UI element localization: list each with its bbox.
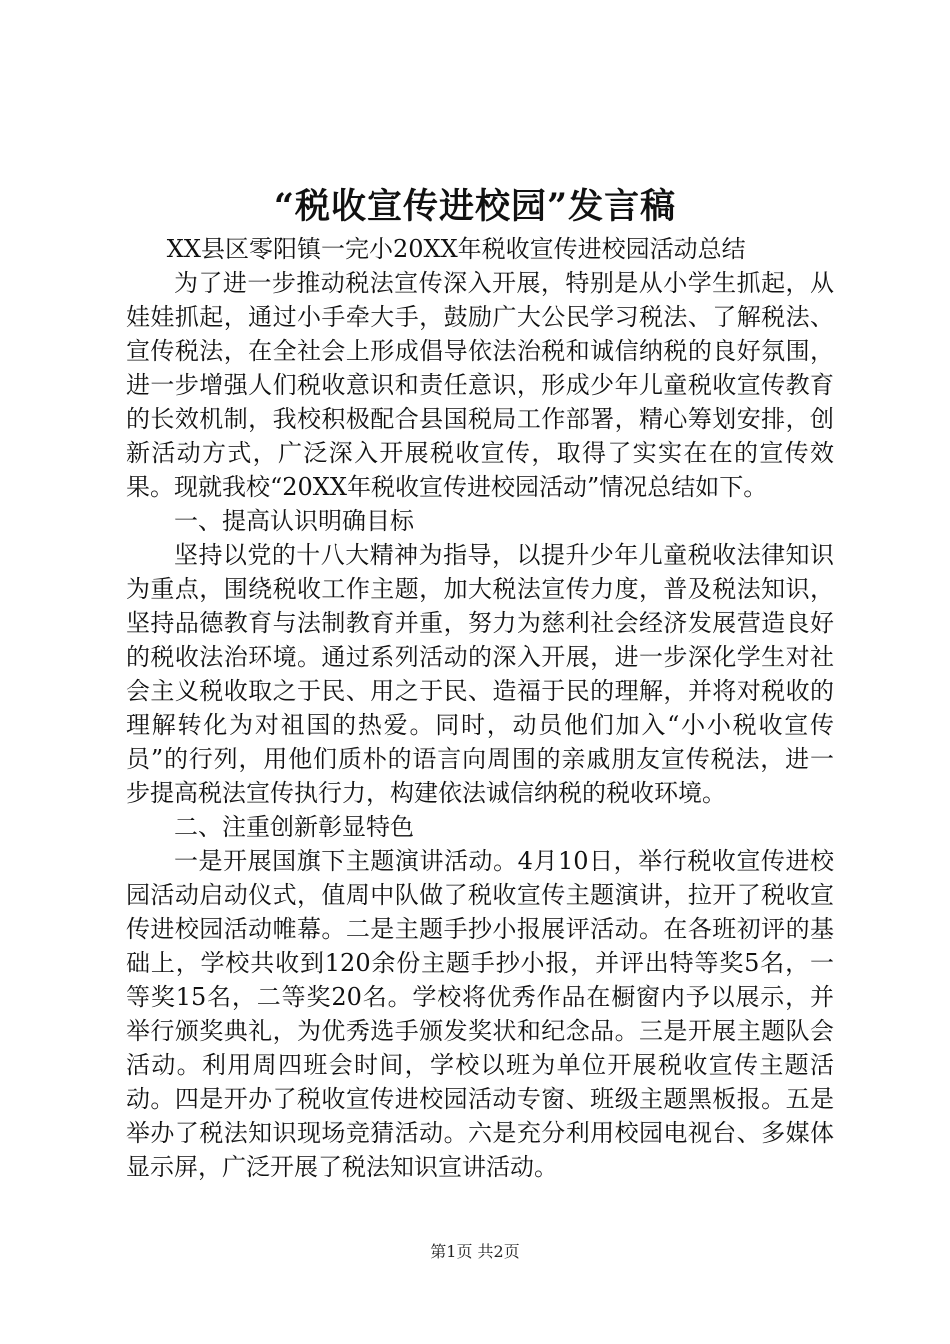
document-body (126, 232, 834, 1184)
document-title: “税收宣传进校园”发言稿 (273, 186, 677, 227)
paragraph-intro: 为了进一步推动税法宣传深入开展，特别是从小学生抓起，从娃娃抓起，通过小手牵大手，鼓励广大公民学习税法、了解税法、宣传税法，在全社会上形成倡导依法治税和诚信纳税的良好氛围，进一步增强人们税收意识和责任意识，形成少年儿童税收宣传教育的长效机制，我校积极配合县国税局工作部署，精心筹划安排，创新活动方式，广泛深入开展税收宣传，取得了实实在在的宣传效果。现就我校“20XX年税收宣传进校园活动”情况总结如下。 (126, 269, 834, 501)
section-heading-2: 二、注重创新彰显特色 (174, 813, 414, 841)
document-subtitle: XX县区零阳镇一完小20XX年税收宣传进校园活动总结 (166, 235, 746, 263)
paragraph-section-2: 一是开展国旗下主题演讲活动。4月10日，举行税收宣传进校园活动启动仪式，值周中队做了税收宣传主题演讲，拉开了税收宣传进校园活动帷幕。二是主题手抄小报展评活动。在各班初评的基础上，学校共收到120余份主题手抄小报，并评出特等奖5名，一等奖15名，二等奖20名。学校将优秀作品在橱窗内予以展示，并举行颁奖典礼，为优秀选手颁发奖状和纪念品。三是开展主题队会活动。利用周四班会时间，学校以班为单位开展税收宣传主题活动。四是开办了税收宣传进校园活动专窗、班级主题黑板报。五是举办了税法知识现场竞猜活动。六是充分利用校园电视台、多媒体显示屏，广泛开展了税法知识宣讲活动。 (126, 847, 834, 1181)
paragraph-section-1: 坚持以党的十八大精神为指导，以提升少年儿童税收法律知识为重点，围绕税收工作主题，加大税法宣传力度，普及税法知识，坚持品德教育与法制教育并重，努力为慈利社会经济发展营造良好的税收法治环境。通过系列活动的深入开展，进一步深化学生对社会主义税收取之于民、用之于民、造福于民的理解，并将对税收的理解转化为对祖国的热爱。同时，动员他们加入“小小税收宣传员”的行列，用他们质朴的语言向周围的亲戚朋友宣传税法，进一步提高税法宣传执行力，构建依法诚信纳税的税收环境。 (126, 541, 834, 807)
page-footer: 第1页 共2页 (430, 1242, 520, 1261)
section-heading-1: 一、提高认识明确目标 (174, 507, 414, 535)
